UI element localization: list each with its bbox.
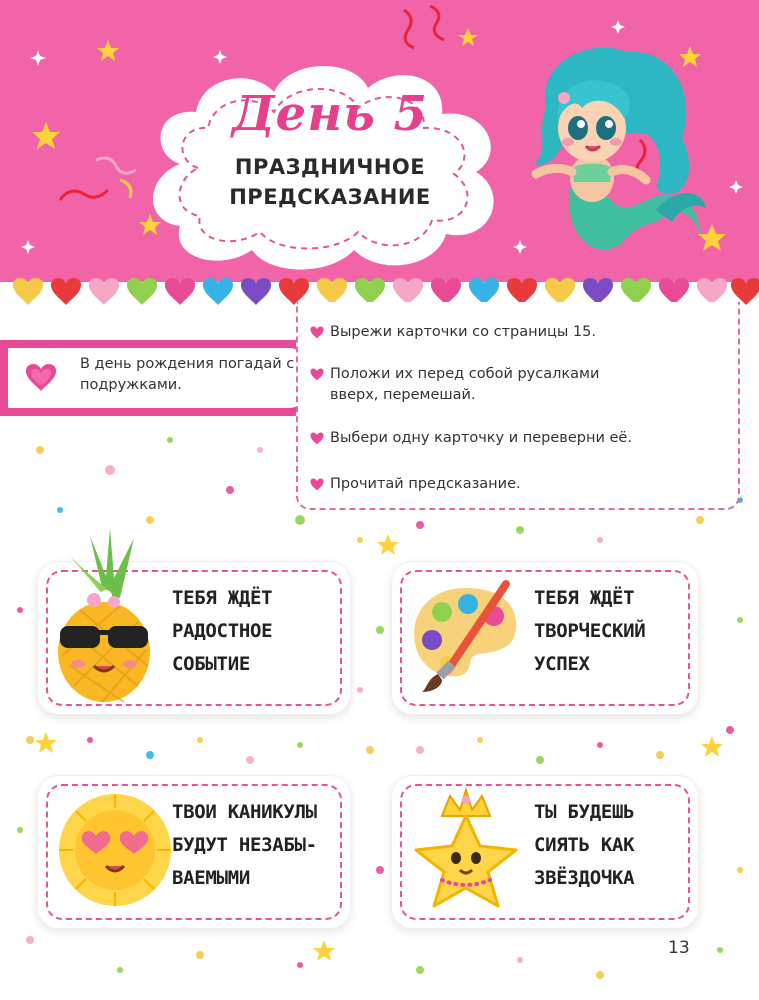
streamer [96,158,136,173]
sun-icon [56,790,174,910]
streamer [430,6,444,40]
card-line: ТВОИ КАНИКУЛЫ [172,801,317,823]
card-line: УСПЕХ [534,653,590,675]
subtitle-line: ПРЕДСКАЗАНИЕ [229,185,431,209]
palette-icon [408,578,522,694]
heart-icon [24,362,58,392]
fortune-card [392,776,698,928]
heart-icon [659,278,689,305]
heart-icon [355,278,385,305]
card-line: РАДОСТНОЕ [172,620,273,642]
instruction-text: Прочитай предсказание. [330,476,521,492]
heart-bullet-icon [310,478,324,491]
streamer [404,10,414,48]
instruction-item [330,364,630,406]
heart-icon [469,278,499,305]
streamer [60,190,108,200]
tip-text: В день рождения погадай с подружками. [80,356,295,393]
page-subtitle [140,152,520,212]
star-icon [458,28,478,46]
sparkle-icon [611,20,625,34]
heart-icon [51,278,81,305]
subtitle-line: ПРАЗДНИЧНОЕ [234,155,426,179]
heart-icon [127,278,157,305]
star-icon [377,534,399,555]
heart-icon [317,278,347,305]
pineapple-icon [50,526,158,706]
heart-icon [431,278,461,305]
heart-icon [241,278,271,305]
heart-icon [393,278,423,305]
heart-icon [279,278,309,305]
card-text [172,582,342,681]
instruction-text: Положи их перед собой русалками вверх, перемешай. [330,366,600,403]
card-line: БУДУТ НЕЗАБЫ- [172,834,317,856]
card-text [534,582,694,681]
instruction-item [330,474,720,495]
card-line: ТЕБЯ ЖДЁТ [172,587,273,609]
instruction-text: Выбери одну карточку и переверни её. [330,430,632,446]
heart-icon [545,278,575,305]
card-text [534,796,694,895]
heart-icon [731,278,759,305]
heart-icon [621,278,651,305]
sparkle-icon [30,50,46,66]
card-line: СИЯТЬ КАК [534,834,635,856]
heart-icon [89,278,119,305]
star-icon [408,786,524,914]
sparkle-icon [21,240,35,254]
mermaid-illustration [506,38,706,278]
card-line: ЗВЁЗДОЧКА [534,867,635,889]
day-title: День 5 [232,86,428,142]
star-icon [701,736,723,757]
card-line: ТЫ БУДЕШЬ [534,801,635,823]
card-line: ТВОРЧЕСКИЙ [534,620,646,642]
card-line: ВАЕМЫМИ [172,867,250,889]
card-line: СОБЫТИЕ [172,653,250,675]
card-line: ТЕБЯ ЖДЁТ [534,587,635,609]
heart-icon [507,278,537,305]
instruction-text: Вырежи карточки со страницы 15. [330,324,596,340]
sparkle-icon [729,180,743,194]
heart-icon [165,278,195,305]
heart-bullet-icon [310,326,324,339]
heart-icon [203,278,233,305]
heart-icon [13,278,43,305]
instruction-item [330,428,720,449]
instruction-item [330,322,720,343]
card-text [172,796,348,895]
fortune-card [392,562,698,714]
star-icon [35,732,57,753]
heart-icon [697,278,727,305]
heart-bullet-icon [310,432,324,445]
heart-bullet-icon [310,368,324,381]
fortune-card [38,776,350,928]
instructions-box [296,302,740,510]
star-icon [97,40,119,61]
heart-icon [583,278,613,305]
page-number: 13 [668,938,690,958]
star-icon [313,940,335,961]
fortune-card [38,562,350,714]
streamer [120,180,131,198]
star-icon [32,122,60,149]
